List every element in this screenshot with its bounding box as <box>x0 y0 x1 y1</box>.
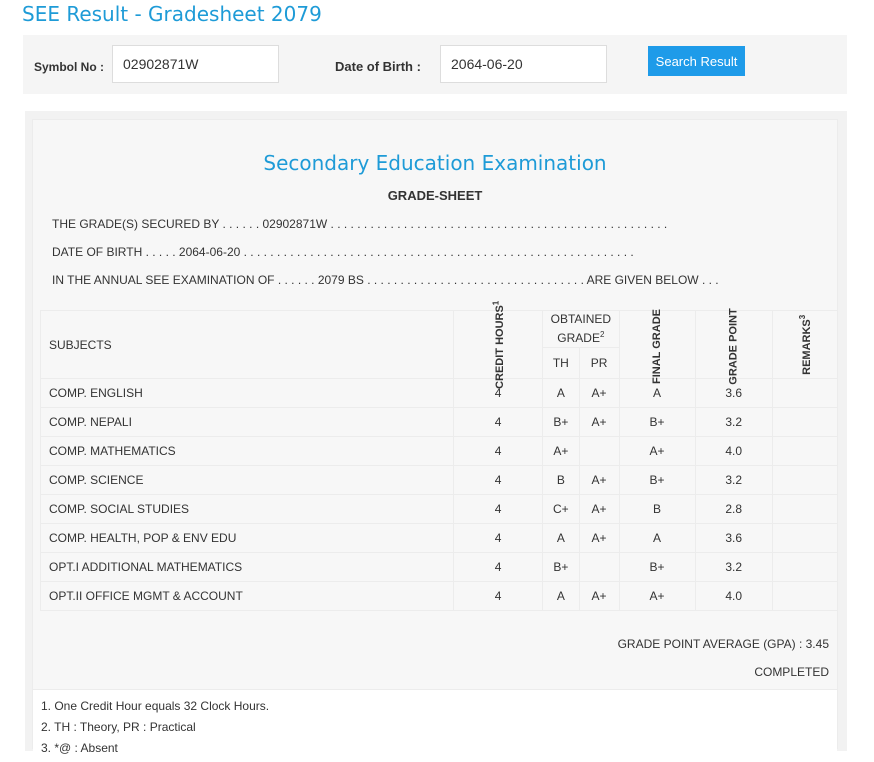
header-final-grade: FINAL GRADE <box>619 311 695 379</box>
credit-hours-cell: 4 <box>454 553 543 582</box>
grade-point-cell: 3.6 <box>695 379 772 408</box>
final-grade-cell: A <box>619 524 695 553</box>
final-grade-cell: A <box>619 379 695 408</box>
gradesheet-container <box>25 111 847 755</box>
search-form <box>23 35 847 94</box>
grade-point-cell: 2.8 <box>695 495 772 524</box>
credit-hours-cell: 4 <box>454 466 543 495</box>
result-status: COMPLETED <box>754 665 829 679</box>
subject-cell: COMP. NEPALI <box>41 408 454 437</box>
header-th: TH <box>543 348 579 379</box>
header-remarks: REMARKS$^3$ <box>772 311 837 379</box>
remarks-cell <box>772 553 837 582</box>
th-grade-cell: A <box>543 582 579 611</box>
table-header-row <box>41 311 838 348</box>
credit-hours-cell: 4 <box>454 524 543 553</box>
header-grade-point: GRADE POINT <box>695 311 772 379</box>
footnotes <box>33 689 837 759</box>
remarks-cell <box>772 524 837 553</box>
th-grade-cell: B <box>543 466 579 495</box>
grade-point-cell: 3.6 <box>695 524 772 553</box>
subject-cell: COMP. HEALTH, POP & ENV EDU <box>41 524 454 553</box>
pr-grade-cell: A+ <box>579 524 619 553</box>
grade-point-cell: 3.2 <box>695 466 772 495</box>
pr-grade-cell <box>579 553 619 582</box>
final-grade-cell: B+ <box>619 466 695 495</box>
final-grade-cell: A+ <box>619 582 695 611</box>
pr-grade-cell: A+ <box>579 582 619 611</box>
subject-cell: COMP. SOCIAL STUDIES <box>41 495 454 524</box>
info-examination: IN THE ANNUAL SEE EXAMINATION OF . . . . . . 2079 BS . . . . . . . . . . . . . . . . . . . . . . . . . . . . . . . . . ARE GIVEN BELOW . . . <box>52 273 719 287</box>
header-subjects: SUBJECTS <box>41 311 454 379</box>
th-grade-cell: A <box>543 379 579 408</box>
th-grade-cell: A+ <box>543 437 579 466</box>
page-title: SEE Result - Gradesheet 2079 <box>22 2 322 26</box>
pr-grade-cell: A+ <box>579 495 619 524</box>
credit-hours-cell: 4 <box>454 408 543 437</box>
header-credit-hours: CREDIT HOURS$^1$ <box>454 311 543 379</box>
symbol-input[interactable] <box>112 45 279 83</box>
subject-cell: COMP. ENGLISH <box>41 379 454 408</box>
gpa-line: GRADE POINT AVERAGE (GPA) : 3.45 <box>617 637 829 651</box>
grade-point-cell: 3.2 <box>695 408 772 437</box>
info-grade-secured: THE GRADE(S) SECURED BY . . . . . . 02902871W . . . . . . . . . . . . . . . . . . . . . . . . . . . . . . . . . . . . . . . . . . . . . . . . . . . <box>52 217 668 231</box>
subject-cell: OPT.II OFFICE MGMT & ACCOUNT <box>41 582 454 611</box>
table-row <box>41 553 838 582</box>
dob-input[interactable] <box>440 45 607 83</box>
credit-hours-cell: 4 <box>454 379 543 408</box>
final-grade-cell: A+ <box>619 437 695 466</box>
header-obtained-grade: OBTAINED GRADE$^2$ <box>543 311 619 348</box>
grade-point-cell: 4.0 <box>695 582 772 611</box>
pr-grade-cell: A+ <box>579 379 619 408</box>
credit-hours-cell: 4 <box>454 582 543 611</box>
info-date-of-birth: DATE OF BIRTH . . . . . 2064-06-20 . . . . . . . . . . . . . . . . . . . . . . . . . . . . . . . . . . . . . . . . . . . . . . . . . . . . . . . . . . . <box>52 245 634 259</box>
table-row <box>41 466 838 495</box>
remarks-cell <box>772 408 837 437</box>
subject-cell: OPT.I ADDITIONAL MATHEMATICS <box>41 553 454 582</box>
final-grade-cell: B+ <box>619 408 695 437</box>
symbol-label: Symbol No : <box>34 60 105 74</box>
pr-grade-cell <box>579 437 619 466</box>
final-grade-cell: B+ <box>619 553 695 582</box>
subject-cell: COMP. MATHEMATICS <box>41 437 454 466</box>
footnote: 1. One Credit Hour equals 32 Clock Hours. <box>41 699 270 713</box>
credit-hours-cell: 4 <box>454 437 543 466</box>
grade-rows <box>41 379 838 611</box>
footnote: 3. *@ : Absent <box>41 741 118 755</box>
remarks-cell <box>772 379 837 408</box>
gradesheet-subtitle: GRADE-SHEET <box>387 188 483 203</box>
th-grade-cell: A <box>543 524 579 553</box>
remarks-cell <box>772 437 837 466</box>
table-row <box>41 524 838 553</box>
pr-grade-cell: A+ <box>579 408 619 437</box>
grade-point-cell: 3.2 <box>695 553 772 582</box>
search-result-button[interactable]: Search Result <box>648 46 745 76</box>
table-row <box>41 437 838 466</box>
exam-title: Secondary Education Examination <box>263 151 607 175</box>
table-row <box>41 408 838 437</box>
footnote: 2. TH : Theory, PR : Practical <box>41 720 196 734</box>
table-row <box>41 379 838 408</box>
th-grade-cell: B+ <box>543 553 579 582</box>
th-grade-cell: B+ <box>543 408 579 437</box>
subject-cell: COMP. SCIENCE <box>41 466 454 495</box>
gradesheet <box>32 119 838 755</box>
pr-grade-cell: A+ <box>579 466 619 495</box>
credit-hours-cell: 4 <box>454 495 543 524</box>
remarks-cell <box>772 582 837 611</box>
remarks-cell <box>772 466 837 495</box>
grades-table <box>40 300 838 611</box>
table-row <box>41 495 838 524</box>
table-row <box>41 582 838 611</box>
grade-point-cell: 4.0 <box>695 437 772 466</box>
final-grade-cell: B <box>619 495 695 524</box>
header-pr: PR <box>579 348 619 379</box>
remarks-cell <box>772 495 837 524</box>
dob-label: Date of Birth : <box>335 59 421 74</box>
th-grade-cell: C+ <box>543 495 579 524</box>
